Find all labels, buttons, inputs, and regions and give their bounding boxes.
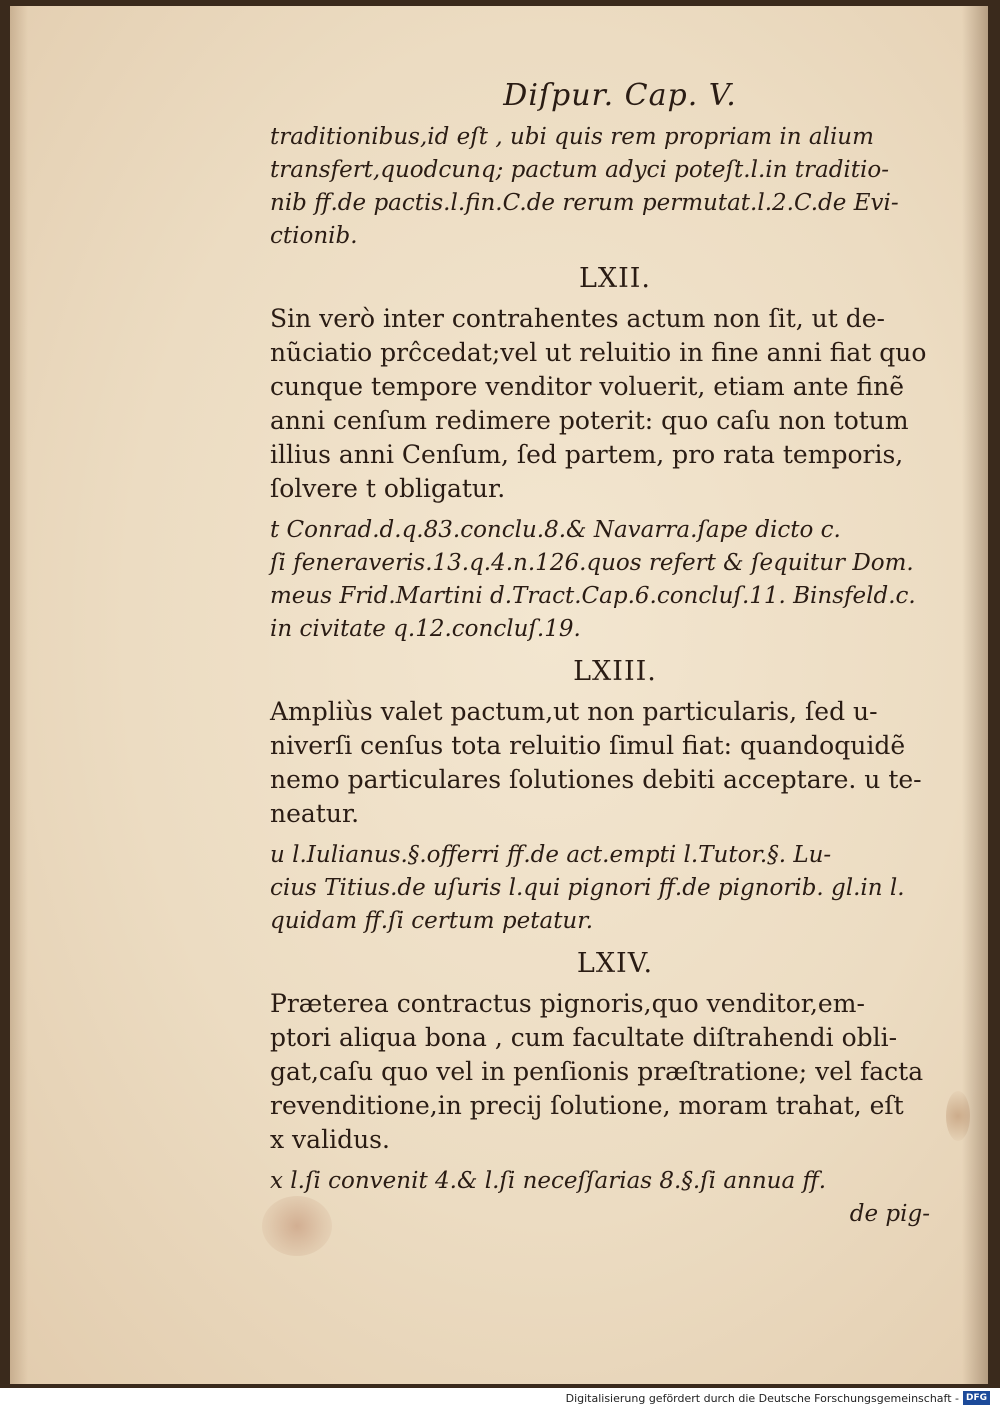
- footnote-line: in civitate q.12.concluſ.19.: [270, 616, 581, 642]
- footnote-line: u l.Iulianus.§.offerri ff.de act.empti l.Tutor.§. Lu-: [270, 842, 832, 868]
- footnote-line: meus Frid.Martini d.Tract.Cap.6.concluſ.11. Binsfeld.c.: [270, 583, 916, 609]
- page-edge-shadow: [962, 6, 988, 1384]
- section-number-lxiii: LXIII.: [573, 656, 657, 687]
- text-line: gat,caſu quo vel in penſionis præſtratione; vel facta: [270, 1057, 924, 1086]
- footnote-line: ſi feneraveris.13.q.4.n.126.quos refert & ſequitur Dom.: [270, 550, 914, 576]
- footnote-line: t Conrad.d.q.83.conclu.8.& Navarra.ſape dicto c.: [270, 517, 841, 543]
- text-line: revenditione,in precij ſolutione, moram trahat, eſt: [270, 1091, 904, 1120]
- text-line: Ampliùs valet pactum,ut non particularis, ſed u-: [270, 697, 878, 726]
- text-line: cunque tempore venditor voluerit, etiam ante finẽ: [270, 372, 905, 401]
- gutter-shadow: [10, 6, 28, 1384]
- section-number-lxiv: LXIV.: [576, 948, 654, 979]
- text-line: illius anni Cenſum, ſed partem, pro rata temporis,: [270, 440, 904, 469]
- text-line: ſolvere t obligatur.: [270, 474, 506, 503]
- text-line: x validus.: [270, 1125, 390, 1154]
- text-line: anni cenſum redimere poterit: quo caſu non totum: [270, 406, 909, 435]
- catchword: de pig-: [849, 1201, 930, 1227]
- text-line: Sin verò inter contrahentes actum non ſit, ut de-: [270, 304, 885, 333]
- text-line: transfert,quodcunq; pactum adyci poteſt.l.in traditio-: [270, 157, 889, 183]
- text-line: nemo particulares ſolutiones debiti acceptare. u te-: [270, 765, 922, 794]
- text-line: traditionibus,id eſt , ubi quis rem propriam in alium: [270, 124, 874, 150]
- text-line: niverſi cenſus tota reluitio ſimul fiat: quandoquidẽ: [270, 731, 906, 760]
- section-number-lxii: LXII.: [578, 263, 652, 294]
- text-line: nib ff.de pactis.l.fin.C.de rerum permutat.l.2.C.de Evi-: [270, 190, 899, 216]
- running-header: Diſpur. Cap. V.: [503, 78, 737, 113]
- text-line: neatur.: [270, 799, 360, 828]
- text-line: ptori aliqua bona , cum facultate diſtrahendi obli-: [270, 1023, 898, 1052]
- dfg-logo: DFG: [963, 1391, 990, 1405]
- footnote-line: x l.ſi convenit 4.& l.ſi neceſſarias 8.§.ſi annua ff.: [270, 1168, 827, 1194]
- footnote-line: quidam ff.ſi certum petatur.: [270, 908, 594, 934]
- footer-text: Digitalisierung gefördert durch die Deutsche Forschungsgemeinschaft -: [565, 1391, 959, 1405]
- text-line: nũciatio prĉcedat;vel ut reluitio in fine anni fiat quo: [270, 338, 927, 367]
- footnote-line: cius Titius.de uſuris l.qui pignori ff.de pignorib. gl.in l.: [270, 875, 905, 901]
- digitization-footer: [566, 1390, 990, 1406]
- page-text: [270, 78, 930, 1231]
- text-line: ctionib.: [270, 223, 358, 249]
- stain-mark-edge: [946, 1091, 970, 1141]
- text-line: Præterea contractus pignoris,quo venditor,em-: [270, 989, 865, 1018]
